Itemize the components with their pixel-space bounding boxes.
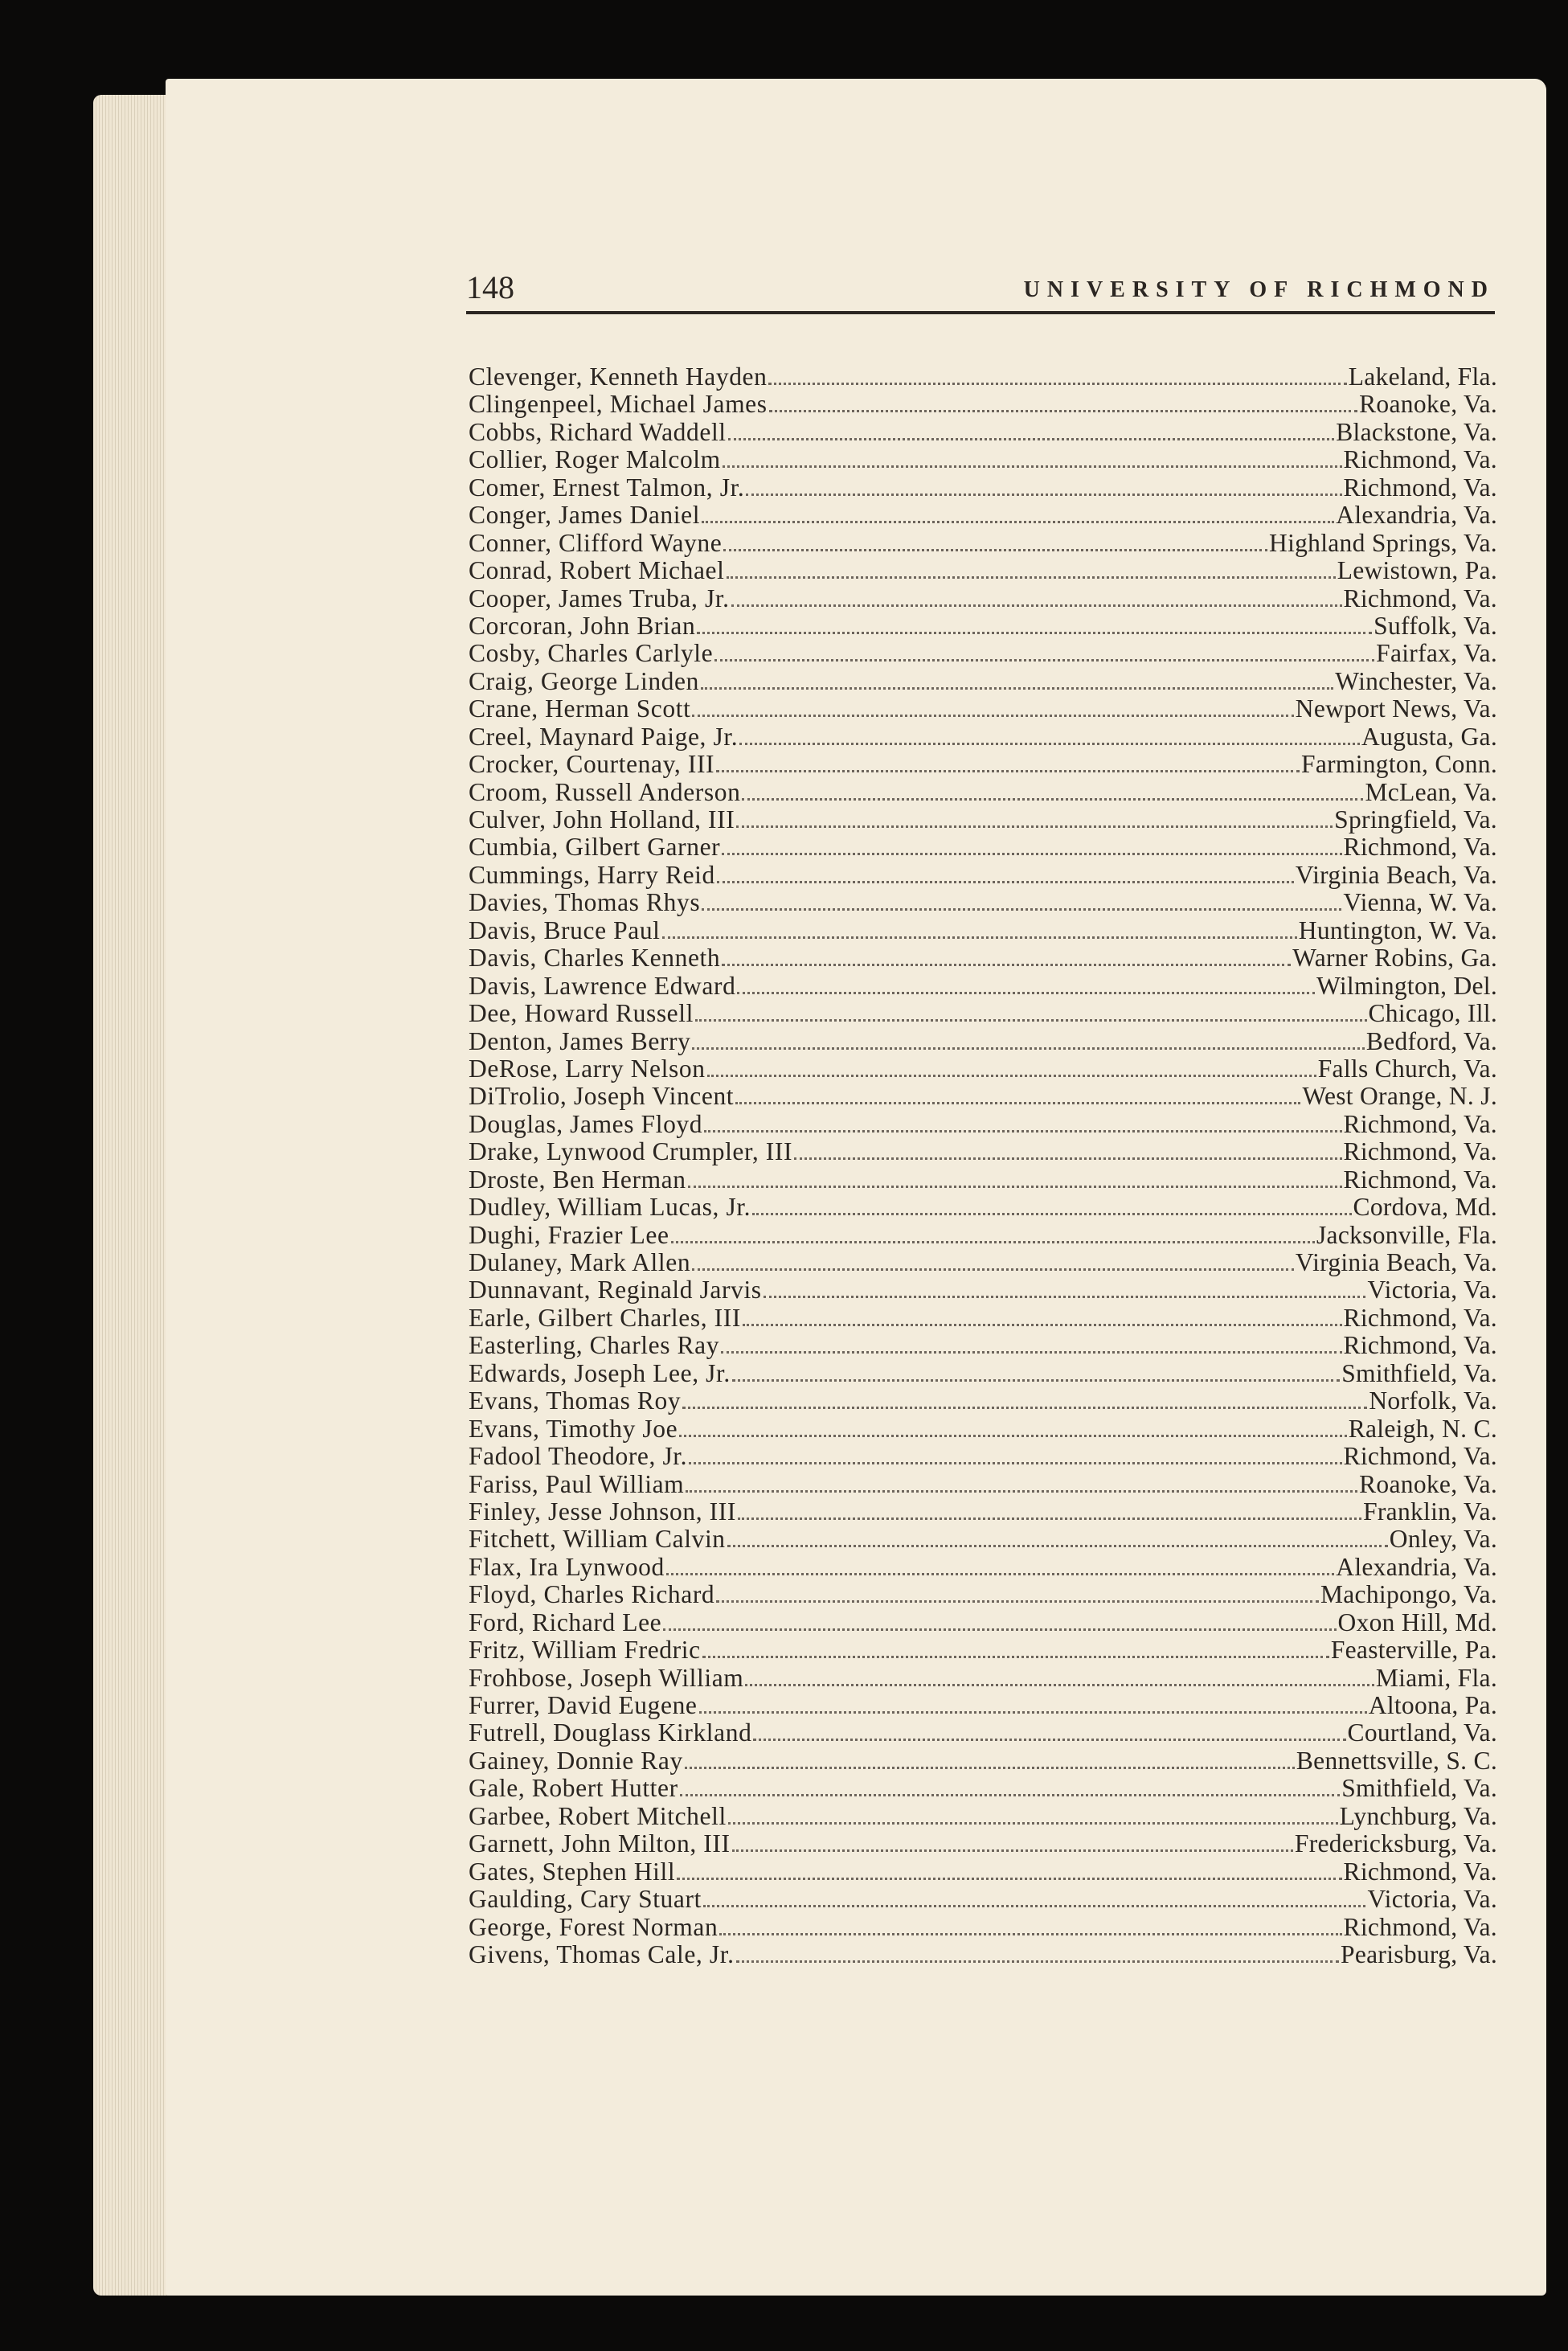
- dot-leader: [735, 1102, 1300, 1104]
- student-hometown: Victoria, Va.: [1367, 1276, 1497, 1305]
- student-hometown: Vienna, W. Va.: [1343, 888, 1497, 917]
- student-name: Futrell, Douglass Kirkland: [469, 1718, 752, 1747]
- student-hometown: Miami, Fla.: [1375, 1663, 1497, 1692]
- dot-leader: [663, 1628, 1336, 1631]
- student-name: Davies, Thomas Rhys: [469, 888, 701, 917]
- student-name: Finley, Jesse Johnson, III: [469, 1497, 736, 1526]
- student-name: Cobbs, Richard Waddell: [469, 417, 727, 446]
- student-hometown: Norfolk, Va.: [1369, 1386, 1497, 1415]
- dot-leader: [738, 1518, 1361, 1520]
- student-hometown: Fredericksburg, Va.: [1294, 1829, 1497, 1858]
- dot-leader: [662, 936, 1297, 939]
- dot-leader: [727, 576, 1336, 579]
- student-hometown: Newport News, Va.: [1295, 694, 1497, 723]
- dot-leader: [728, 438, 1335, 440]
- student-hometown: Augusta, Ga.: [1361, 722, 1497, 751]
- dot-leader: [722, 853, 1341, 855]
- student-name: Comer, Ernest Talmon, Jr.: [469, 473, 745, 502]
- dot-leader: [745, 1684, 1374, 1686]
- student-name: Flax, Ira Lynwood: [469, 1552, 665, 1581]
- roster-row: [469, 1830, 1497, 1857]
- student-hometown: Richmond, Va.: [1343, 1857, 1497, 1886]
- roster-row: [469, 585, 1497, 612]
- dot-leader: [716, 1600, 1319, 1603]
- student-hometown: Richmond, Va.: [1343, 445, 1497, 474]
- roster-row: [469, 419, 1497, 446]
- dot-leader: [768, 383, 1346, 385]
- student-hometown: Richmond, Va.: [1343, 1165, 1497, 1194]
- student-name: Conner, Clifford Wayne: [469, 528, 723, 557]
- student-hometown: Lewistown, Pa.: [1337, 556, 1497, 585]
- student-hometown: Springfield, Va.: [1334, 805, 1497, 833]
- student-name: Fadool Theodore, Jr.: [469, 1442, 688, 1471]
- dot-leader: [699, 1711, 1367, 1714]
- roster-row: [469, 474, 1497, 502]
- dot-leader: [677, 1878, 1341, 1880]
- student-name: Creel, Maynard Paige, Jr.: [469, 722, 739, 751]
- dot-leader: [697, 632, 1372, 634]
- student-name: Dunnavant, Reginald Jarvis: [469, 1276, 762, 1305]
- student-hometown: Wilmington, Del.: [1316, 971, 1497, 1000]
- student-hometown: Farmington, Conn.: [1301, 750, 1497, 779]
- student-name: Culver, John Holland, III: [469, 805, 735, 833]
- student-name: DiTrolio, Joseph Vincent: [469, 1082, 735, 1111]
- dot-leader: [707, 1075, 1316, 1077]
- roster-row: [469, 1332, 1497, 1359]
- student-hometown: Richmond, Va.: [1343, 1137, 1497, 1166]
- student-name: Fitchett, William Calvin: [469, 1525, 726, 1554]
- student-name: Crane, Herman Scott: [469, 694, 691, 723]
- roster-row: [469, 973, 1497, 1000]
- dot-leader: [704, 1130, 1341, 1132]
- student-hometown: Chicago, Ill.: [1368, 999, 1497, 1028]
- student-name: Dee, Howard Russell: [469, 999, 694, 1028]
- roster-row: [469, 1471, 1497, 1498]
- student-name: Gaulding, Cary Stuart: [469, 1885, 702, 1914]
- dot-leader: [764, 1296, 1366, 1298]
- roster-row: [469, 1858, 1497, 1886]
- student-name: Easterling, Charles Ray: [469, 1331, 720, 1360]
- dot-leader: [686, 1490, 1357, 1493]
- student-hometown: Jacksonville, Fla.: [1316, 1220, 1497, 1249]
- roster-row: [469, 779, 1497, 806]
- student-hometown: Courtland, Va.: [1347, 1718, 1497, 1747]
- student-name: Garnett, John Milton, III: [469, 1829, 731, 1858]
- roster-row: [469, 1665, 1497, 1692]
- roster-row: [469, 557, 1497, 584]
- roster-row: [469, 1692, 1497, 1719]
- dot-leader: [746, 494, 1341, 496]
- student-hometown: Franklin, Va.: [1363, 1497, 1497, 1526]
- roster-row: [469, 391, 1497, 418]
- dot-leader: [685, 1767, 1295, 1769]
- student-name: Drake, Lynwood Crumpler, III: [469, 1137, 793, 1166]
- dot-leader: [695, 1019, 1367, 1022]
- student-name: Garbee, Robert Mitchell: [469, 1801, 727, 1830]
- student-name: Craig, George Linden: [469, 666, 699, 695]
- dot-leader: [721, 1351, 1341, 1354]
- student-hometown: Bennettsville, S. C.: [1296, 1746, 1497, 1775]
- roster-row: [469, 723, 1497, 751]
- roster-row: [469, 1443, 1497, 1470]
- student-name: Evans, Timothy Joe: [469, 1414, 678, 1443]
- roster-row: [469, 1803, 1497, 1830]
- student-name: Cosby, Charles Carlyle: [469, 639, 714, 668]
- dot-leader: [702, 1656, 1329, 1658]
- student-name: Earle, Gilbert Charles, III: [469, 1303, 741, 1332]
- roster-row: [469, 1914, 1497, 1941]
- roster-row: [469, 1581, 1497, 1608]
- student-name: Givens, Thomas Cale, Jr.: [469, 1939, 735, 1968]
- roster-row: [469, 833, 1497, 861]
- roster-row: [469, 612, 1497, 640]
- student-hometown: Virginia Beach, Va.: [1295, 860, 1497, 889]
- student-hometown: Suffolk, Va.: [1374, 611, 1497, 640]
- dot-leader: [714, 659, 1374, 661]
- roster-row: [469, 862, 1497, 889]
- dot-leader: [702, 908, 1341, 911]
- student-name: Cooper, James Truba, Jr.: [469, 584, 730, 612]
- student-hometown: Altoona, Pa.: [1368, 1691, 1497, 1719]
- roster-row: [469, 1055, 1497, 1083]
- student-name: Fritz, William Fredric: [469, 1636, 701, 1665]
- dot-leader: [736, 1960, 1340, 1963]
- student-name: DeRose, Larry Nelson: [469, 1054, 706, 1083]
- student-hometown: Smithfield, Va.: [1341, 1774, 1497, 1803]
- dot-leader: [702, 521, 1334, 523]
- student-hometown: Lakeland, Fla.: [1348, 362, 1497, 391]
- dot-leader: [716, 770, 1300, 772]
- student-name: Fariss, Paul William: [469, 1469, 685, 1498]
- roster-row: [469, 1305, 1497, 1332]
- roster-row: [469, 1775, 1497, 1802]
- dot-leader: [666, 1573, 1334, 1575]
- student-name: Clevenger, Kenneth Hayden: [469, 362, 768, 391]
- student-name: Droste, Ben Herman: [469, 1165, 686, 1194]
- dot-leader: [728, 1822, 1338, 1825]
- student-hometown: Onley, Va.: [1389, 1525, 1497, 1554]
- student-roster: [469, 363, 1497, 1968]
- roster-row: [469, 363, 1497, 391]
- dot-leader: [727, 1545, 1388, 1547]
- roster-row: [469, 917, 1497, 944]
- dot-leader: [723, 549, 1267, 551]
- dot-leader: [739, 743, 1360, 745]
- roster-row: [469, 668, 1497, 695]
- page-header: [466, 269, 1495, 314]
- student-name: Davis, Charles Kenneth: [469, 944, 721, 973]
- student-hometown: Richmond, Va.: [1343, 1912, 1497, 1941]
- roster-row: [469, 1886, 1497, 1913]
- student-hometown: Richmond, Va.: [1343, 584, 1497, 612]
- dot-leader: [737, 992, 1315, 994]
- student-hometown: Blackstone, Va.: [1336, 417, 1497, 446]
- student-name: Conger, James Daniel: [469, 501, 701, 530]
- roster-row: [469, 695, 1497, 723]
- dot-leader: [692, 1047, 1364, 1050]
- dot-leader: [692, 1268, 1294, 1271]
- student-name: Crocker, Courtenay, III: [469, 750, 715, 779]
- student-name: Corcoran, John Brian: [469, 611, 696, 640]
- student-hometown: Warner Robins, Ga.: [1292, 944, 1497, 973]
- roster-row: [469, 1360, 1497, 1387]
- dot-leader: [731, 604, 1342, 607]
- student-name: Cummings, Harry Reid: [469, 860, 715, 889]
- student-hometown: McLean, Va.: [1365, 777, 1497, 806]
- roster-row: [469, 1526, 1497, 1553]
- dot-leader: [732, 1849, 1293, 1852]
- student-hometown: Richmond, Va.: [1343, 473, 1497, 502]
- dot-leader: [680, 1794, 1341, 1796]
- student-name: Dulaney, Mark Allen: [469, 1248, 691, 1276]
- roster-row: [469, 1083, 1497, 1110]
- dot-leader: [692, 715, 1293, 717]
- student-name: Ford, Richard Lee: [469, 1608, 662, 1636]
- student-hometown: Roanoke, Va.: [1359, 1469, 1497, 1498]
- student-hometown: Oxon Hill, Md.: [1337, 1608, 1497, 1636]
- student-hometown: Richmond, Va.: [1343, 1331, 1497, 1360]
- roster-row: [469, 1028, 1497, 1055]
- roster-row: [469, 1000, 1497, 1027]
- dot-leader: [723, 465, 1342, 468]
- student-hometown: Raleigh, N. C.: [1348, 1414, 1497, 1443]
- dot-leader: [736, 825, 1333, 828]
- dot-leader: [682, 1407, 1367, 1409]
- student-hometown: Fairfax, Va.: [1376, 639, 1497, 668]
- student-name: Denton, James Berry: [469, 1026, 691, 1055]
- dot-leader: [769, 410, 1358, 412]
- student-name: George, Forest Norman: [469, 1912, 718, 1941]
- student-hometown: Cordova, Md.: [1353, 1193, 1497, 1222]
- student-hometown: Smithfield, Va.: [1341, 1358, 1497, 1387]
- student-name: Dughi, Frazier Lee: [469, 1220, 669, 1249]
- dot-leader: [679, 1435, 1346, 1437]
- student-hometown: Alexandria, Va.: [1336, 501, 1497, 530]
- student-hometown: Richmond, Va.: [1343, 1303, 1497, 1332]
- student-hometown: Alexandria, Va.: [1336, 1552, 1497, 1581]
- student-name: Conrad, Robert Michael: [469, 556, 725, 585]
- roster-row: [469, 1554, 1497, 1581]
- roster-row: [469, 1609, 1497, 1636]
- student-hometown: West Orange, N. J.: [1302, 1082, 1497, 1111]
- roster-row: [469, 1249, 1497, 1276]
- student-hometown: Feasterville, Pa.: [1330, 1636, 1497, 1665]
- student-name: Gale, Robert Hutter: [469, 1774, 678, 1803]
- student-hometown: Richmond, Va.: [1343, 1109, 1497, 1138]
- roster-row: [469, 1194, 1497, 1221]
- roster-row: [469, 1138, 1497, 1165]
- dot-leader: [671, 1241, 1315, 1243]
- running-head: UNIVERSITY OF RICHMOND: [1023, 277, 1495, 302]
- roster-row: [469, 502, 1497, 529]
- student-hometown: Lynchburg, Va.: [1339, 1801, 1497, 1830]
- student-hometown: Falls Church, Va.: [1317, 1054, 1497, 1083]
- student-hometown: Pearisburg, Va.: [1341, 1939, 1497, 1968]
- roster-row: [469, 530, 1497, 557]
- student-hometown: Highland Springs, Va.: [1269, 528, 1497, 557]
- student-name: Croom, Russell Anderson: [469, 777, 741, 806]
- roster-row: [469, 1222, 1497, 1249]
- student-hometown: Machipongo, Va.: [1320, 1580, 1497, 1609]
- student-name: Edwards, Joseph Lee, Jr.: [469, 1358, 731, 1387]
- dot-leader: [689, 1462, 1341, 1464]
- student-name: Gainey, Donnie Ray: [469, 1746, 683, 1775]
- roster-row: [469, 1747, 1497, 1775]
- roster-row: [469, 1276, 1497, 1304]
- student-hometown: Richmond, Va.: [1343, 1442, 1497, 1471]
- student-hometown: Winchester, Va.: [1335, 666, 1497, 695]
- student-hometown: Victoria, Va.: [1367, 1885, 1497, 1914]
- roster-row: [469, 1941, 1497, 1968]
- dot-leader: [703, 1905, 1366, 1907]
- roster-row: [469, 944, 1497, 972]
- roster-row: [469, 1415, 1497, 1443]
- student-hometown: Bedford, Va.: [1365, 1026, 1497, 1055]
- page-number: 148: [466, 269, 514, 305]
- student-name: Douglas, James Floyd: [469, 1109, 703, 1138]
- dot-leader: [732, 1379, 1340, 1382]
- dot-leader: [742, 798, 1363, 801]
- dot-leader: [752, 1213, 1351, 1215]
- roster-row: [469, 1719, 1497, 1747]
- student-name: Frohbose, Joseph William: [469, 1663, 744, 1692]
- roster-row: [469, 640, 1497, 667]
- dot-leader: [717, 881, 1294, 883]
- student-name: Floyd, Charles Richard: [469, 1580, 715, 1609]
- student-name: Davis, Lawrence Edward: [469, 971, 736, 1000]
- student-name: Davis, Bruce Paul: [469, 915, 661, 944]
- roster-row: [469, 1166, 1497, 1194]
- dot-leader: [743, 1324, 1342, 1326]
- student-name: Dudley, William Lucas, Jr.: [469, 1193, 751, 1222]
- student-hometown: Richmond, Va.: [1343, 833, 1497, 862]
- roster-row: [469, 1387, 1497, 1415]
- student-name: Collier, Roger Malcolm: [469, 445, 721, 474]
- roster-row: [469, 751, 1497, 778]
- student-hometown: Roanoke, Va.: [1359, 390, 1497, 419]
- dot-leader: [701, 687, 1333, 690]
- roster-row: [469, 1636, 1497, 1664]
- roster-row: [469, 1111, 1497, 1138]
- student-name: Cumbia, Gilbert Garner: [469, 833, 721, 862]
- student-name: Gates, Stephen Hill: [469, 1857, 676, 1886]
- dot-leader: [794, 1157, 1341, 1160]
- roster-row: [469, 806, 1497, 833]
- dot-leader: [722, 964, 1291, 966]
- student-name: Evans, Thomas Roy: [469, 1386, 682, 1415]
- roster-row: [469, 889, 1497, 916]
- student-hometown: Virginia Beach, Va.: [1295, 1248, 1497, 1276]
- student-name: Furrer, David Eugene: [469, 1691, 698, 1719]
- dot-leader: [719, 1933, 1341, 1935]
- dot-leader: [688, 1186, 1342, 1188]
- student-hometown: Huntington, W. Va.: [1298, 915, 1497, 944]
- dot-leader: [753, 1739, 1345, 1741]
- roster-row: [469, 446, 1497, 473]
- roster-row: [469, 1498, 1497, 1526]
- student-name: Clingenpeel, Michael James: [469, 390, 768, 419]
